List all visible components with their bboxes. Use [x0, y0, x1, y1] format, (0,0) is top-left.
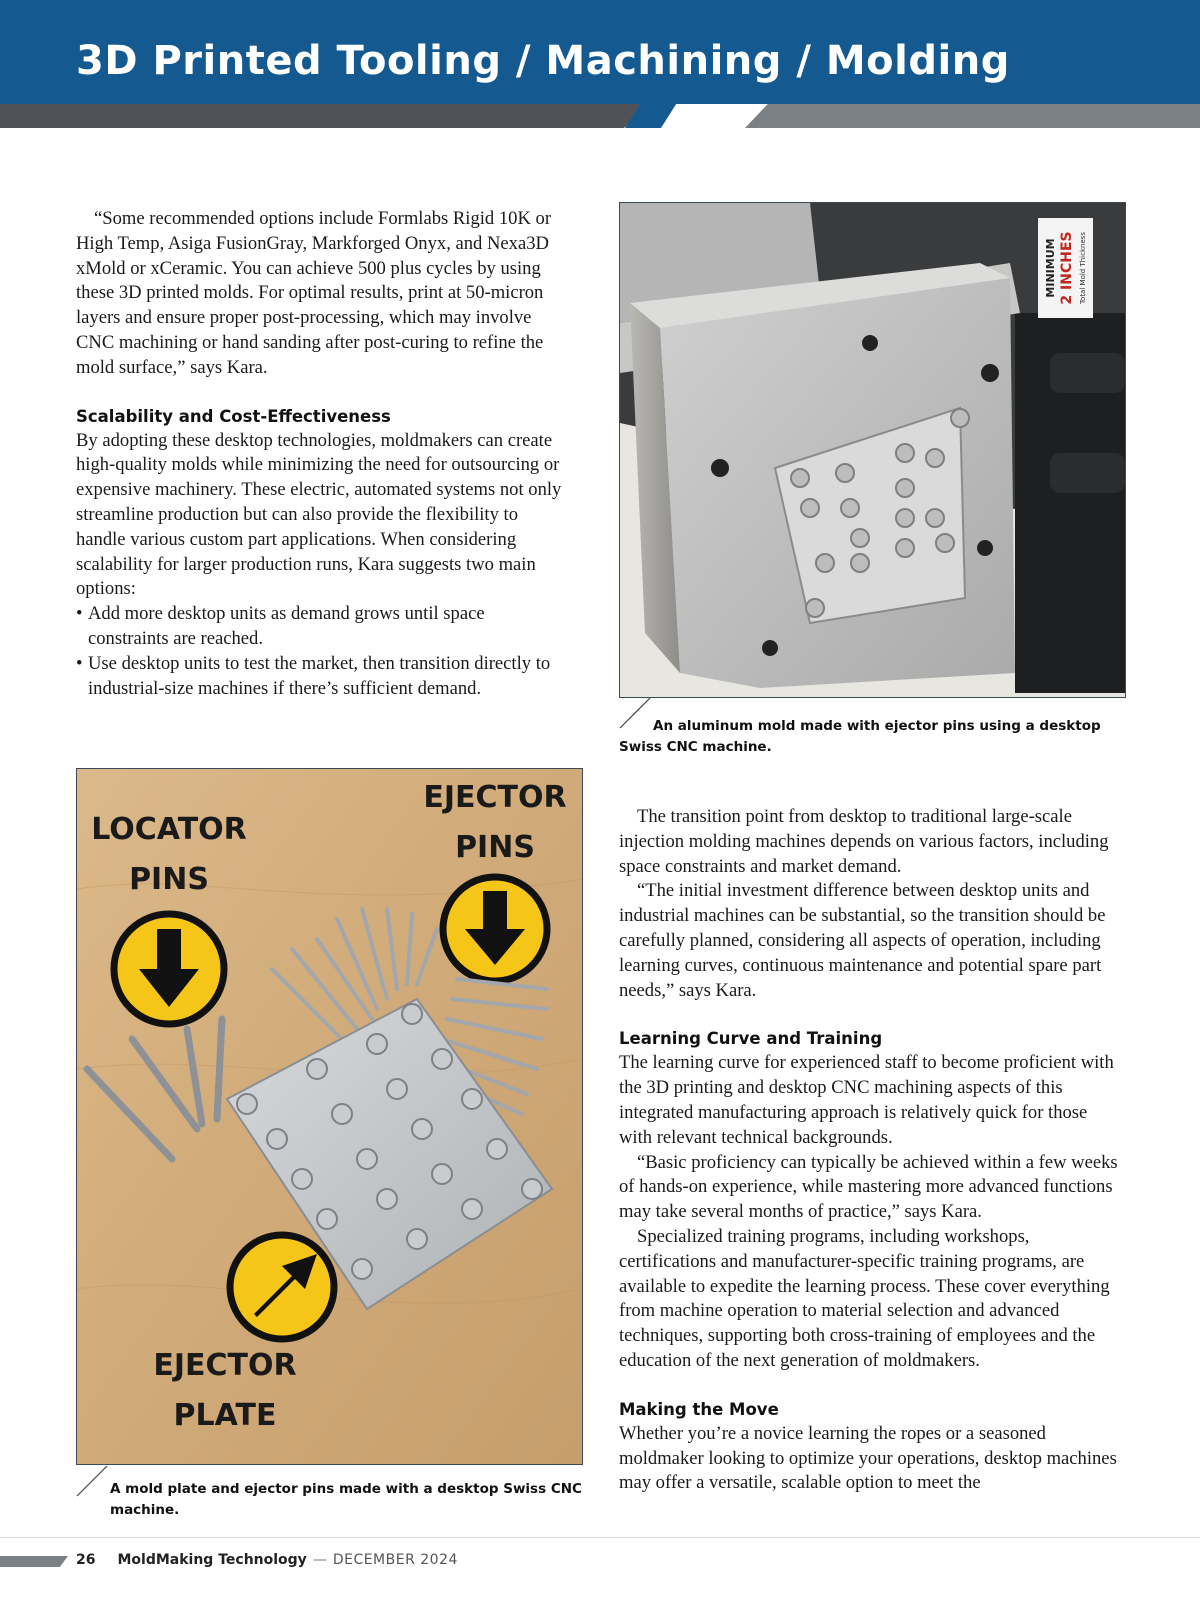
- body-paragraph: By adopting these desktop technologies, moldmakers can create high-quality molds while minimizing the need for outsourcing or expensive machinery. These electric, automated systems not only streamline production but can also provide the flexibility to handle various custom part applications. When considering scalability for larger production runs, Kara suggests two main options:: [76, 429, 562, 600]
- footer-rule: [0, 1537, 1200, 1538]
- figure1-caption: [619, 716, 1119, 758]
- subheading: Learning Curve and Training: [619, 1029, 883, 1049]
- caption-slash-icon: [76, 1465, 108, 1497]
- arrow-down-icon: [443, 877, 547, 981]
- left-column: [76, 207, 566, 701]
- arrow-down-icon: [114, 914, 224, 1024]
- sticker-text-1: MINIMUM: [1044, 238, 1057, 298]
- body-paragraph: The transition point from desktop to traditional large-scale injection molding machines depends on various factors, including space constraints and market demand.: [619, 806, 1109, 877]
- footer-separator: —: [312, 1552, 327, 1568]
- footer-bar: [0, 1556, 68, 1567]
- mold-plate-illustration: [77, 769, 582, 1464]
- section-title: 3D Printed Tooling / Machining / Molding: [76, 38, 1010, 84]
- aluminum-mold-illustration: [620, 203, 1125, 697]
- bullet-list: [76, 602, 566, 701]
- arrow-up-right-icon: [230, 1235, 334, 1339]
- subheading: Making the Move: [619, 1399, 779, 1419]
- bullet-item: • Use desktop units to test the market, then transition directly to industrial-size machines if there’s sufficient demand.: [76, 652, 566, 702]
- header-stripe-light: [745, 104, 1200, 128]
- issue-date: DECEMBER 2024: [332, 1552, 458, 1568]
- body-paragraph: “The initial investment difference between desktop units and industrial machines can be substantial, so the transition should be carefully planned, considering all aspects of operation, including learning curves, continuous maintenance and potential spare part needs,” says Kara.: [619, 880, 1106, 1001]
- label-ejector-plate-line2: PLATE: [173, 1398, 277, 1433]
- footer: [76, 1552, 458, 1568]
- mold-plate-photo: [76, 768, 583, 1465]
- subheading: Scalability and Cost-Effectiveness: [76, 406, 391, 426]
- body-paragraph: Specialized training programs, including workshops, certifications and manufacturer-specific training programs, are available to expedite the learning process. These cover everything from machine operation to material selection and advanced techniques, supporting both cross-training of employees and the education of the next generation of moldmakers.: [619, 1225, 1110, 1371]
- figure1-caption-text: An aluminum mold made with ejector pins using a desktop Swiss CNC machine.: [619, 718, 1101, 755]
- header-stripe-dark: [0, 104, 650, 128]
- figure2-caption: [110, 1479, 590, 1521]
- label-ejector-pins-line2: PINS: [455, 830, 535, 865]
- label-ejector-pins-line1: EJECTOR: [423, 780, 567, 815]
- right-column: [619, 805, 1124, 1496]
- sticker-text-3: Total Mold Thickness: [1079, 231, 1087, 305]
- label-locator-line1: LOCATOR: [91, 812, 247, 847]
- aluminum-mold-photo: [619, 202, 1126, 698]
- figure2-caption-text: A mold plate and ejector pins made with a desktop Swiss CNC machine.: [110, 1481, 582, 1518]
- page-number: 26: [76, 1552, 96, 1568]
- body-paragraph: “Some recommended options include Formlabs Rigid 10K or High Temp, Asiga FusionGray, Markforged Onyx, and Nexa3D xMold or xCeramic. You can achieve 500 plus cycles by using these 3D printed molds. For optimal results, print at 50-micron layers and ensure proper post-processing, which may involve CNC machining or hand sanding after post-curing to refine the mold surface,” says Kara.: [76, 208, 552, 378]
- sticker-text-2: 2 INCHES: [1059, 231, 1075, 305]
- body-paragraph: The learning curve for experienced staff to become proficient with the 3D printing and desktop CNC machining aspects of this integrated manufacturing approach is relatively quick for those with relevant technical backgrounds.: [619, 1052, 1114, 1148]
- label-ejector-plate-line1: EJECTOR: [153, 1348, 297, 1383]
- body-paragraph: Whether you’re a novice learning the ropes or a seasoned moldmaker looking to optimize your operations, desktop machines may offer a versatile, scalable option to meet the: [619, 1422, 1117, 1494]
- publication-name: MoldMaking Technology: [117, 1552, 307, 1568]
- bullet-item: • Add more desktop units as demand grows until space constraints are reached.: [76, 602, 566, 652]
- body-paragraph: “Basic proficiency can typically be achieved within a few weeks of hands-on experience, while mastering more advanced functions may take several months of practice,” says Kara.: [619, 1151, 1118, 1223]
- label-locator-line2: PINS: [129, 862, 209, 897]
